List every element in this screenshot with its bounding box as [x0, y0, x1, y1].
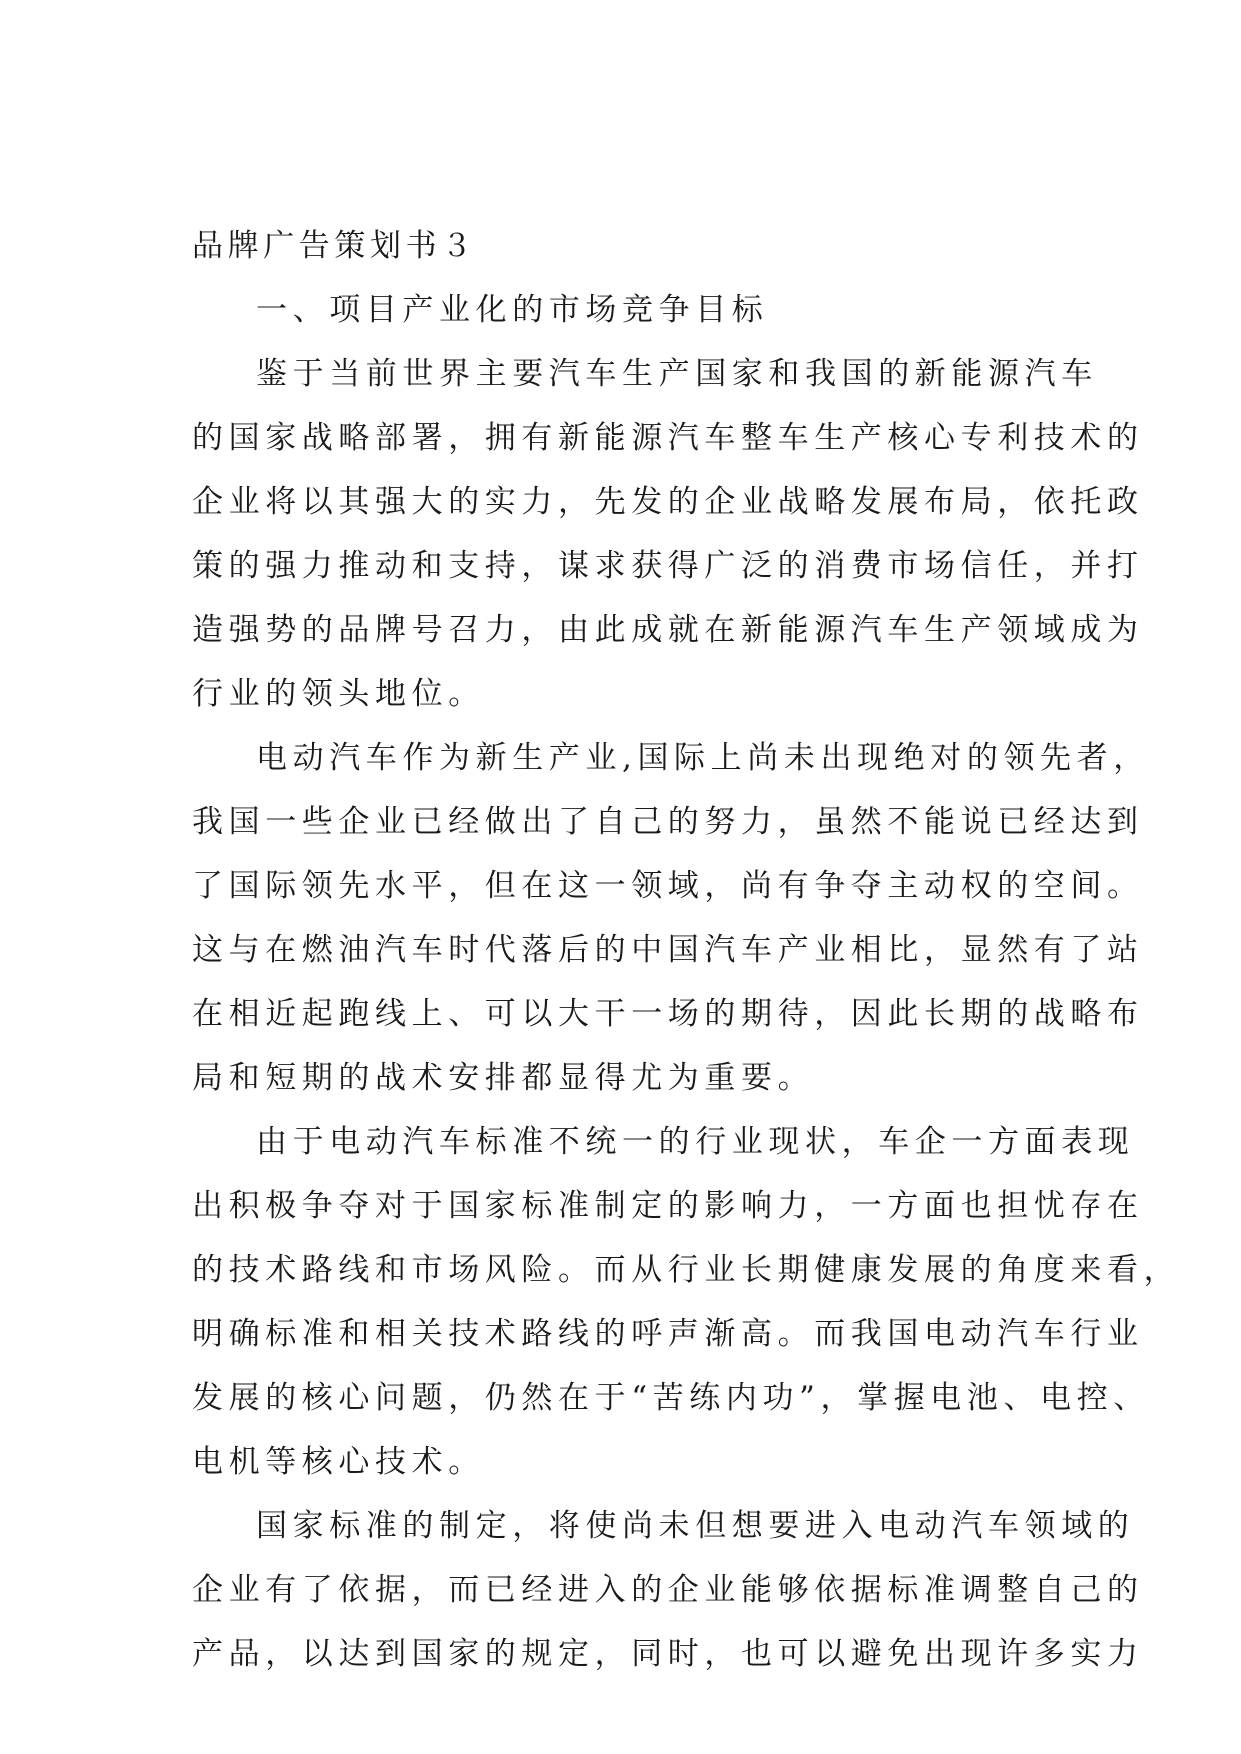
paragraph-line: 我国一些企业已经做出了自己的努力，虽然不能说已经达到	[192, 804, 1144, 840]
paragraph-line: 电机等核心技术。	[192, 1444, 485, 1480]
paragraph-line: 鉴于当前世界主要汽车生产国家和我国的新能源汽车	[256, 356, 1098, 392]
paragraph-line: 明确标准和相关技术路线的呼声渐高。而我国电动汽车行业	[192, 1316, 1144, 1352]
paragraph-line: 电动汽车作为新生产业,国际上尚未出现绝对的领先者，	[256, 740, 1150, 776]
paragraph-line: 这与在燃油汽车时代落后的中国汽车产业相比，显然有了站	[192, 932, 1144, 968]
paragraph-line: 策的强力推动和支持，谋求获得广泛的消费市场信任，并打	[192, 548, 1144, 584]
section-heading: 一、项目产业化的市场竞争目标	[256, 292, 769, 328]
paragraph-line: 企业将以其强大的实力，先发的企业战略发展布局，依托政	[192, 484, 1144, 520]
paragraph-line: 行业的领头地位。	[192, 676, 485, 712]
paragraph-line: 在相近起跑线上、可以大干一场的期待，因此长期的战略布	[192, 996, 1144, 1032]
paragraph-line: 了国际领先水平，但在这一领域，尚有争夺主动权的空间。	[192, 868, 1144, 904]
paragraph-line: 局和短期的战术安排都显得尤为重要。	[192, 1060, 815, 1096]
paragraph-line: 由于电动汽车标准不统一的行业现状，车企一方面表现	[256, 1124, 1135, 1160]
document-title: 品牌广告策划书３	[192, 228, 477, 264]
paragraph-line: 造强势的品牌号召力，由此成就在新能源汽车生产领域成为	[192, 612, 1144, 648]
paragraph-line: 企业有了依据，而已经进入的企业能够依据标准调整自己的	[192, 1572, 1144, 1608]
paragraph-line: 产品，以达到国家的规定，同时，也可以避免出现许多实力	[192, 1636, 1144, 1672]
paragraph-line: 国家标准的制定，将使尚未但想要进入电动汽车领域的	[256, 1508, 1135, 1544]
paragraph-line: 的国家战略部署，拥有新能源汽车整车生产核心专利技术的	[192, 420, 1144, 456]
paragraph-line: 出积极争夺对于国家标准制定的影响力，一方面也担忧存在	[192, 1188, 1144, 1224]
paragraph-line: 发展的核心问题，仍然在于“苦练内功”，掌握电池、电控、	[192, 1380, 1150, 1416]
paragraph-line: 的技术路线和市场风险。而从行业长期健康发展的角度来看，	[192, 1252, 1181, 1288]
